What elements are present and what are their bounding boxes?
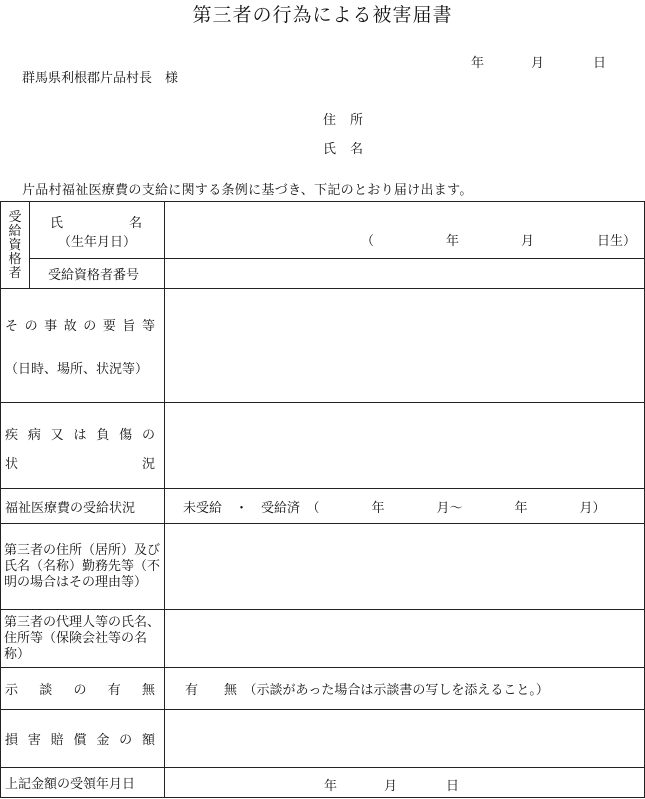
injury-label-line1: 疾 病 又 は 負 傷 の bbox=[5, 428, 155, 443]
recipient-group-label: 受 給 資 格 者 bbox=[1, 202, 30, 289]
receipt-date-label: 上記金額の受領年月日 bbox=[1, 768, 165, 798]
receipt-day-label: 日 bbox=[446, 779, 460, 794]
report-form-table bbox=[0, 201, 645, 798]
settlement-field[interactable]: 有 無 （示談があった場合は示談書の写しを添えること。） bbox=[165, 668, 645, 710]
qualification-number-field[interactable] bbox=[165, 259, 645, 289]
birth-date-label: （生年月日） bbox=[58, 235, 137, 250]
accident-summary-label-cell bbox=[1, 289, 165, 403]
applicant-address-label: 住所 bbox=[323, 113, 378, 128]
receipt-month-label: 月 bbox=[384, 779, 398, 794]
recipient-name-field[interactable] bbox=[165, 202, 645, 259]
settlement-row bbox=[1, 668, 645, 710]
third-party-field[interactable] bbox=[165, 524, 645, 610]
injury-label-line2: 状 況 bbox=[5, 457, 155, 472]
recipient-name-row bbox=[1, 202, 645, 259]
agent-field[interactable] bbox=[165, 610, 645, 668]
third-party-label: 第三者の住所（居所）及び氏名（名称）勤務先等（不明の場合はその理由等） bbox=[1, 524, 165, 610]
compensation-label: 損 害 賠 償 金 の 額 bbox=[5, 733, 155, 748]
compensation-label-cell bbox=[1, 710, 165, 768]
submission-date-day: 日 bbox=[593, 56, 607, 71]
settlement-label: 示 談 の 有 無 bbox=[5, 683, 155, 698]
benefit-status-field[interactable]: 未受給 ・ 受給済 （ 年 月～ 年 月） bbox=[165, 489, 645, 524]
receipt-year-label: 年 bbox=[324, 779, 338, 794]
compensation-row bbox=[1, 710, 645, 768]
birth-paren-open: （ bbox=[361, 234, 375, 249]
accident-summary-row bbox=[1, 289, 645, 403]
submission-date-month: 月 bbox=[531, 56, 545, 71]
form-title: 第三者の行為による被害届書 bbox=[192, 4, 453, 26]
receipt-date-row bbox=[1, 768, 645, 798]
applicant-name-label: 氏名 bbox=[323, 142, 378, 157]
benefit-status-label: 福祉医療費の受給状況 bbox=[1, 489, 165, 524]
agent-row bbox=[1, 610, 645, 668]
birth-day-label: 日生） bbox=[597, 234, 637, 249]
intro-statement: 片品村福祉医療費の支給に関する条例に基づき、下記のとおり届け出ます。 bbox=[22, 183, 473, 198]
qualification-number-label: 受給資格者番号 bbox=[30, 259, 165, 289]
recipient-name-label-cell bbox=[30, 202, 165, 259]
birth-month-label: 月 bbox=[521, 234, 535, 249]
injury-row bbox=[1, 403, 645, 489]
benefit-status-row bbox=[1, 489, 645, 524]
accident-summary-label: そ の 事 故 の 要 旨 等 bbox=[5, 319, 155, 334]
accident-detail-label: （日時、場所、状況等） bbox=[5, 362, 149, 377]
receipt-date-field[interactable] bbox=[165, 768, 645, 798]
injury-field[interactable] bbox=[165, 403, 645, 489]
addressee: 群馬県利根郡片品村長 様 bbox=[22, 71, 179, 86]
injury-label-cell bbox=[1, 403, 165, 489]
name-label-a: 氏 bbox=[50, 216, 64, 231]
submission-date-year: 年 bbox=[471, 56, 485, 71]
birth-year-label: 年 bbox=[446, 234, 460, 249]
settlement-label-cell bbox=[1, 668, 165, 710]
compensation-field[interactable] bbox=[165, 710, 645, 768]
agent-label: 第三者の代理人等の氏名、住所等（保険会社等の名称） bbox=[1, 610, 165, 668]
qualification-number-row bbox=[1, 259, 645, 289]
name-label-b: 名 bbox=[128, 216, 142, 231]
third-party-row bbox=[1, 524, 645, 610]
accident-summary-field[interactable] bbox=[165, 289, 645, 403]
